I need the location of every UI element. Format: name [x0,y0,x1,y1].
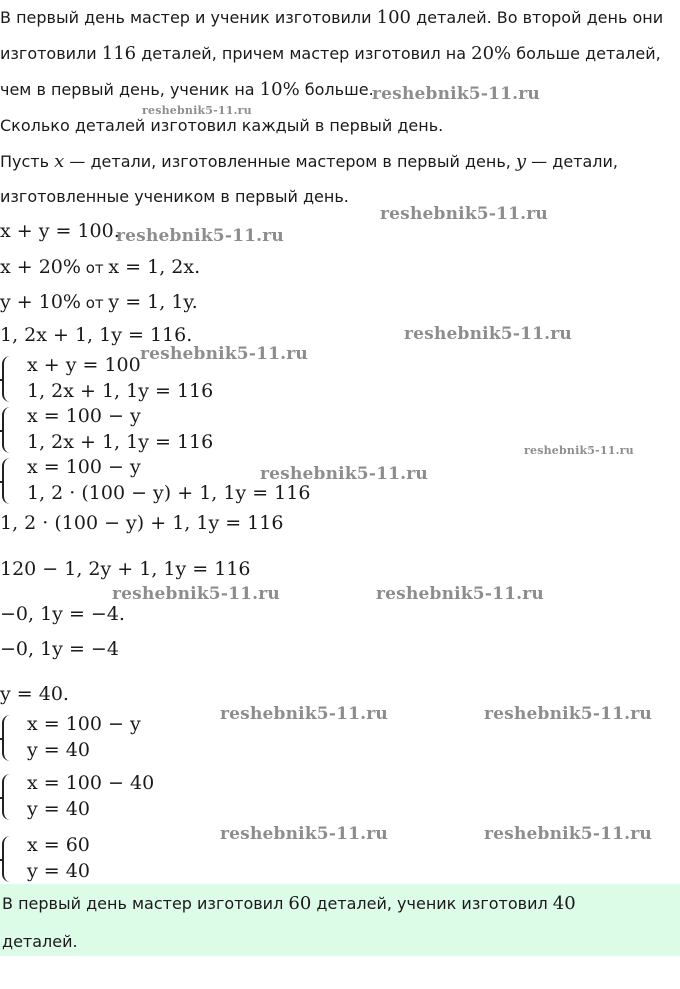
system-row: x = 100 − y [27,456,141,478]
answer-box [0,884,680,956]
variable-x: x [54,151,65,172]
system-row: x + y = 100 [27,354,141,376]
system-row: y = 40 [27,798,90,820]
problem-line-3 [0,81,374,99]
system-row: x = 100 − y [27,405,141,427]
problem-number: 116 [101,43,137,64]
problem-question: Сколько деталей изготовил каждый в первый день. [0,116,444,135]
problem-text: В первый день мастер и ученик изготовили [0,8,377,27]
equation-substituted: 1, 2 · (100 − y) + 1, 1y = 116 [0,512,284,534]
equation-second-day: 1, 2x + 1, 1y = 116. [0,324,193,346]
answer-number: 60 [288,893,312,914]
answer-line-1 [2,895,576,913]
system-brace [2,458,12,504]
problem-text: изготовили [0,44,102,63]
watermark: reshebnik5-11.ru [260,464,428,484]
answer-text: деталей, ученик изготовил [311,894,553,913]
equation-simplified: −0, 1y = −4. [0,603,125,625]
system-brace [2,715,12,761]
watermark: reshebnik5-11.ru [484,824,652,844]
solution-text: — детали, изготовленные мастером в первый день, [64,152,516,171]
watermark: reshebnik5-11.ru [220,824,388,844]
watermark: reshebnik5-11.ru [112,584,280,604]
system-brace [2,836,12,882]
problem-line-1 [0,9,663,27]
watermark: reshebnik5-11.ru [484,704,652,724]
system-row: x = 60 [27,834,90,856]
system-brace [2,774,12,820]
equation-simplified-repeat: −0, 1y = −4 [0,638,119,660]
system-brace [2,356,12,402]
equation-part: y + 10% [0,291,81,313]
system-brace [2,407,12,453]
system-row: y = 40 [27,860,90,882]
problem-text: больше деталей, [511,44,661,63]
equation-sum: x + y = 100. [0,220,120,242]
system-row: x = 100 − 40 [27,772,155,794]
system-row: 1, 2 · (100 − y) + 1, 1y = 116 [27,482,311,504]
equation-word: от [80,294,109,312]
watermark: reshebnik5-11.ru [140,344,308,364]
system-row: 1, 2x + 1, 1y = 116 [27,431,214,453]
watermark: reshebnik5-11.ru [142,104,252,117]
watermark: reshebnik5-11.ru [404,324,572,344]
watermark: reshebnik5-11.ru [220,704,388,724]
system-row: x = 100 − y [27,713,141,735]
equation-expanded: 120 − 1, 2y + 1, 1y = 116 [0,558,251,580]
equation-part: x = 1, 2x. [108,256,201,278]
solution-let-line-2: изготовленные учеником в первый день. [0,187,349,206]
watermark: reshebnik5-11.ru [116,226,284,246]
equation-part: y = 1, 1y. [108,291,198,313]
watermark: reshebnik5-11.ru [376,584,544,604]
answer-number: 40 [552,893,576,914]
problem-line-2 [0,45,661,63]
answer-text: В первый день мастер изготовил [2,894,289,913]
problem-text: чем в первый день, ученик на [0,80,260,99]
equation-master [0,258,200,277]
equation-part: x + 20% [0,256,81,278]
equation-word: от [80,259,109,277]
watermark: reshebnik5-11.ru [380,204,548,224]
problem-text: деталей, причем мастер изготовил на [136,44,472,63]
equation-y-value: y = 40. [0,683,69,705]
variable-y: y [515,151,527,172]
equation-student [0,293,198,312]
problem-text: деталей. Во второй день они [411,8,664,27]
solution-let-line-1 [0,153,618,171]
solution-text: Пусть [0,152,55,171]
answer-line-2: деталей. [2,932,78,951]
system-row: 1, 2x + 1, 1y = 116 [27,380,214,402]
problem-text: больше. [299,80,374,99]
watermark: reshebnik5-11.ru [372,84,540,104]
problem-percent: 10% [259,79,300,100]
problem-number: 100 [376,7,411,28]
watermark: reshebnik5-11.ru [524,444,634,457]
system-row: y = 40 [27,739,90,761]
problem-percent: 20% [471,43,512,64]
solution-text: — детали, [526,152,619,171]
